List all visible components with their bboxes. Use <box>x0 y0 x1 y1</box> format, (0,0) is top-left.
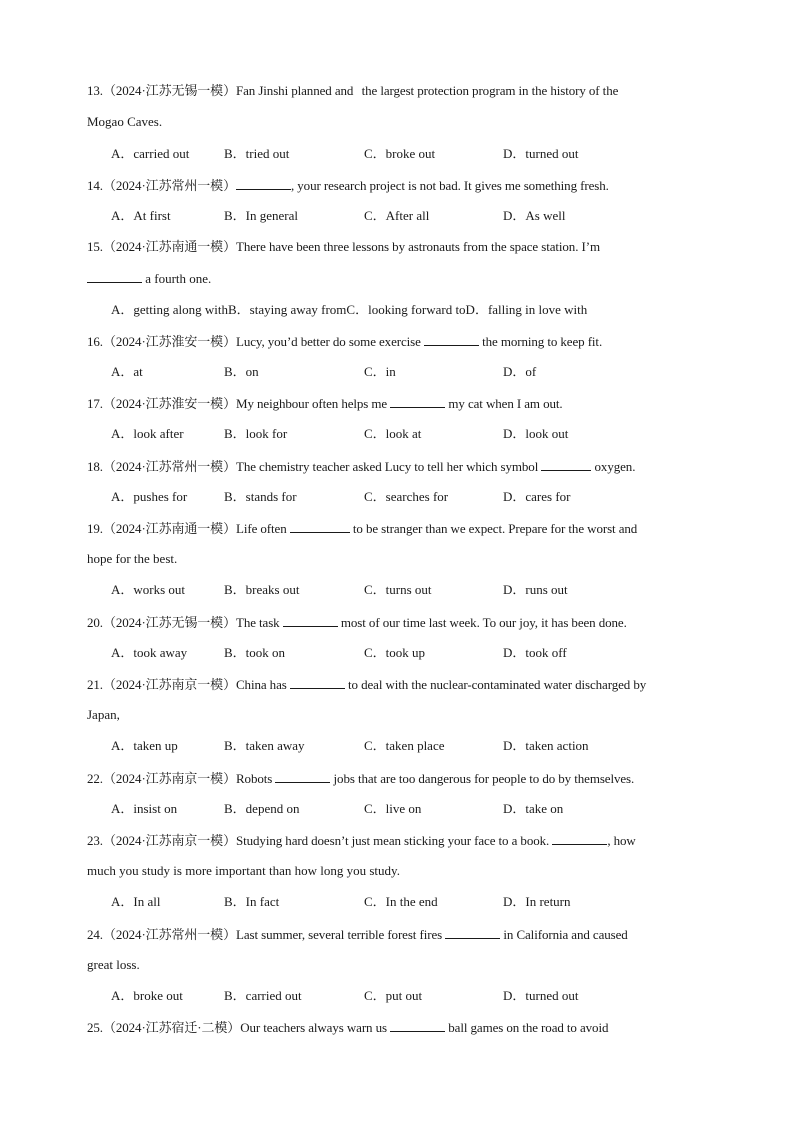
option-a[interactable]: A．At first <box>111 208 171 223</box>
question-20 <box>87 614 708 631</box>
question-number: 24. <box>87 927 103 942</box>
option-b[interactable]: B．look for <box>224 426 288 441</box>
question-13 <box>87 83 708 99</box>
answer-blank[interactable] <box>390 1019 445 1032</box>
question-text: ball games on the road to avoid <box>445 1020 609 1035</box>
answer-blank[interactable] <box>283 614 338 627</box>
question-19 <box>87 520 708 537</box>
question-15-continuation <box>87 270 211 287</box>
question-14-options <box>0 208 794 224</box>
option-a[interactable]: A．In all <box>111 894 161 909</box>
question-text: Life often <box>235 521 290 536</box>
option-c[interactable]: C．In the end <box>364 894 438 909</box>
question-number: 17. <box>87 396 103 411</box>
option-a[interactable]: A．took away <box>111 645 188 660</box>
option-a[interactable]: A．at <box>111 364 143 379</box>
question-number: 22. <box>87 771 103 786</box>
question-text: , your research project is not bad. It gives me something fresh. <box>290 178 609 193</box>
answer-blank[interactable] <box>541 458 591 471</box>
question-15-options <box>0 302 794 318</box>
option-c[interactable]: C．in <box>364 364 396 379</box>
option-b[interactable]: B．breaks out <box>224 582 300 597</box>
option-a[interactable]: A．broke out <box>111 988 183 1003</box>
option-a[interactable]: A．taken up <box>111 738 178 753</box>
question-number: 19. <box>87 521 103 536</box>
question-text: jobs that are too dangerous for people to do by themselves. <box>330 771 635 786</box>
question-source: （2024·江苏无锡一模） <box>102 615 236 630</box>
question-source: （2024·江苏南通一模） <box>102 521 236 536</box>
question-21-options <box>0 738 794 754</box>
option-c[interactable]: C．taken place <box>364 738 445 753</box>
option-d[interactable]: D．turned out <box>503 988 579 1003</box>
option-d[interactable]: D．cares for <box>503 489 571 504</box>
options-inline[interactable]: A．getting along withB．staying away fromC．looking forward toD．falling in love with <box>111 302 588 317</box>
option-a[interactable]: A．pushes for <box>111 489 188 504</box>
question-source: （2024·江苏宿迁·二模） <box>102 1020 241 1035</box>
question-text: to deal with the nuclear-contaminated water discharged by <box>344 677 647 692</box>
option-b[interactable]: B．tried out <box>224 146 290 161</box>
answer-blank[interactable] <box>424 333 479 346</box>
question-15 <box>87 239 708 255</box>
option-c[interactable]: C．broke out <box>364 146 436 161</box>
question-text: China has <box>235 677 290 692</box>
question-number: 20. <box>87 615 103 630</box>
question-number: 23. <box>87 833 103 848</box>
question-21 <box>87 676 708 693</box>
question-13-options <box>0 146 794 162</box>
question-text: the largest protection program in the history of the <box>358 83 619 98</box>
question-20-options <box>0 645 794 661</box>
option-c[interactable]: C．live on <box>364 801 422 816</box>
question-text: oxygen. <box>591 459 636 474</box>
answer-blank[interactable] <box>390 395 445 408</box>
option-d[interactable]: D．take on <box>503 801 564 816</box>
question-source: （2024·江苏南京一模） <box>102 677 236 692</box>
option-d[interactable]: D．took off <box>503 645 567 660</box>
answer-blank[interactable] <box>552 832 607 845</box>
answer-blank[interactable] <box>275 770 330 783</box>
question-text: , how <box>607 833 636 848</box>
option-d[interactable]: D．runs out <box>503 582 568 597</box>
question-number: 18. <box>87 459 103 474</box>
question-text: The chemistry teacher asked Lucy to tell her which symbol <box>235 459 542 474</box>
option-d[interactable]: D．look out <box>503 426 569 441</box>
question-number: 15. <box>87 239 103 254</box>
question-text: There have been three lessons by astronauts from the space station. I’m <box>235 239 600 254</box>
question-number: 16. <box>87 334 103 349</box>
question-text: my cat when I am out. <box>445 396 563 411</box>
question-source: （2024·江苏常州一模） <box>102 459 236 474</box>
answer-blank[interactable] <box>87 270 142 283</box>
question-source: （2024·江苏南京一模） <box>102 833 236 848</box>
question-text: Our teachers always warn us <box>240 1020 391 1035</box>
option-b[interactable]: B．carried out <box>224 988 302 1003</box>
question-text: Last summer, several terrible forest fires <box>235 927 446 942</box>
answer-blank[interactable] <box>445 926 500 939</box>
question-14 <box>87 177 708 194</box>
question-18 <box>87 458 708 475</box>
question-source: （2024·江苏南通一模） <box>102 239 236 254</box>
question-source: （2024·江苏常州一模） <box>102 178 236 193</box>
question-16 <box>87 333 708 350</box>
question-text: Fan Jinshi planned and <box>235 83 357 98</box>
question-24-continuation: great loss. <box>87 957 140 972</box>
question-17-options <box>0 426 794 442</box>
question-24 <box>87 926 708 943</box>
question-text: in California and caused <box>500 927 628 942</box>
option-b[interactable]: B．on <box>224 364 259 379</box>
question-19-continuation: hope for the best. <box>87 551 178 566</box>
question-number: 21. <box>87 677 103 692</box>
question-source: （2024·江苏常州一模） <box>102 927 236 942</box>
question-source: （2024·江苏淮安一模） <box>102 396 236 411</box>
question-23 <box>87 832 708 849</box>
option-b[interactable]: B．took on <box>224 645 286 660</box>
question-number: 25. <box>87 1020 103 1035</box>
option-a[interactable]: A．insist on <box>111 801 178 816</box>
answer-blank[interactable] <box>290 520 350 533</box>
question-source: （2024·江苏无锡一模） <box>102 83 236 98</box>
option-d[interactable]: D．of <box>503 364 537 379</box>
option-a[interactable]: A．carried out <box>111 146 190 161</box>
question-23-continuation: much you study is more important than how long you study. <box>87 863 400 878</box>
question-16-options <box>0 364 794 380</box>
question-22 <box>87 770 708 787</box>
question-22-options <box>0 801 794 817</box>
question-text: The task <box>235 615 283 630</box>
question-text: Studying hard doesn’t just mean sticking your face to a book. <box>235 833 553 848</box>
option-b[interactable]: B．In general <box>224 208 299 223</box>
option-a[interactable]: A．look after <box>111 426 184 441</box>
option-c[interactable]: C．look at <box>364 426 422 441</box>
option-c[interactable]: C．searches for <box>364 489 449 504</box>
question-18-options <box>0 489 794 505</box>
answer-blank[interactable] <box>236 177 291 190</box>
option-c[interactable]: C．After all <box>364 208 430 223</box>
question-25 <box>87 1019 708 1036</box>
question-text: most of our time last week. To our joy, it has been done. <box>337 615 627 630</box>
question-text: the morning to keep fit. <box>478 334 603 349</box>
question-17 <box>87 395 708 412</box>
question-source: （2024·江苏淮安一模） <box>102 334 236 349</box>
question-text: My neighbour often helps me <box>235 396 391 411</box>
option-c[interactable]: C．put out <box>364 988 423 1003</box>
question-23-options <box>0 894 794 910</box>
option-c[interactable]: C．took up <box>364 645 426 660</box>
question-text: to be stranger than we expect. Prepare for the worst and <box>349 521 638 536</box>
option-d[interactable]: D．As well <box>503 208 566 223</box>
question-19-options <box>0 582 794 598</box>
option-b[interactable]: B．In fact <box>224 894 280 909</box>
option-d[interactable]: D．turned out <box>503 146 579 161</box>
question-text: Robots <box>235 771 276 786</box>
option-d[interactable]: D．In return <box>503 894 571 909</box>
question-number: 13. <box>87 83 103 98</box>
option-b[interactable]: B．stands for <box>224 489 297 504</box>
option-a[interactable]: A．works out <box>111 582 186 597</box>
question-text: Lucy, you’d better do some exercise <box>235 334 424 349</box>
question-source: （2024·江苏南京一模） <box>102 771 236 786</box>
question-24-options <box>0 988 794 1004</box>
question-21-continuation: Japan, <box>87 707 120 722</box>
option-d[interactable]: D．taken action <box>503 738 589 753</box>
option-b[interactable]: B．depend on <box>224 801 300 816</box>
answer-blank[interactable] <box>290 676 345 689</box>
option-c[interactable]: C．turns out <box>364 582 432 597</box>
question-number: 14. <box>87 178 103 193</box>
question-13-continuation: Mogao Caves. <box>87 114 163 129</box>
question-text: a fourth one. <box>142 271 212 286</box>
option-b[interactable]: B．taken away <box>224 738 305 753</box>
